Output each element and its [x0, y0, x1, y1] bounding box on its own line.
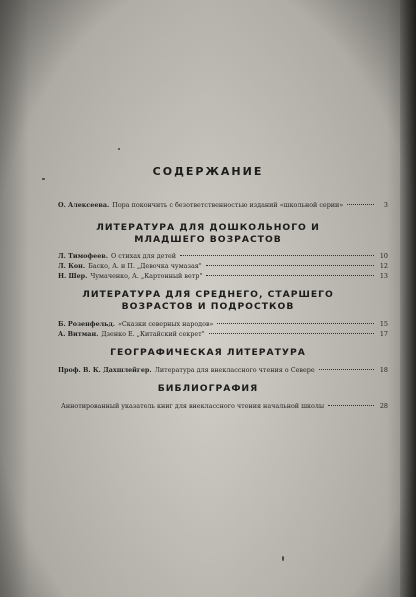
scan-speck: [282, 556, 284, 561]
contents-title: СОДЕРЖАНИЕ: [152, 165, 264, 178]
section-heading-line: БИБЛИОГРАФИЯ: [157, 383, 259, 394]
scan-speck: [118, 148, 120, 150]
entry-author: Б. Розенфельд.: [58, 320, 115, 328]
entry-title: Чумаченко, А. „Картонный ветр": [90, 272, 203, 280]
entry-title: Дзенко Е. „Китайский секрет": [101, 330, 205, 338]
entry-page-number: 28: [379, 402, 388, 410]
section-heading-line: ЛИТЕРАТУРА ДЛЯ СРЕДНЕГО, СТАРШЕГО: [82, 289, 334, 300]
section-heading-line: МЛАДШЕГО ВОЗРАСТОВ: [134, 234, 282, 245]
section-heading-preschool: [0, 222, 416, 246]
toc-entry: [58, 251, 388, 261]
section-heading-line: ВОЗРАСТОВ И ПОДРОСТКОВ: [121, 301, 295, 312]
entry-title: Аннотированный указатель книг для внеклассного чтения начальной школы: [61, 402, 325, 410]
dot-leader: [206, 275, 374, 276]
toc-entry: [58, 271, 388, 281]
section-heading-geography: [0, 347, 416, 359]
dot-leader: [209, 333, 374, 334]
section-heading-line: ГЕОГРАФИЧЕСКАЯ ЛИТЕРАТУРА: [110, 347, 306, 358]
toc-entry: [58, 329, 388, 339]
dot-leader: [217, 323, 374, 324]
entry-page-number: 18: [379, 366, 388, 374]
entry-title: Пора покончить с безответственностью изданий «школьной серии»: [112, 201, 344, 209]
section-heading-line: ЛИТЕРАТУРА ДЛЯ ДОШКОЛЬНОГО И: [96, 222, 320, 233]
scan-speck: [42, 178, 45, 180]
dot-leader: [206, 265, 374, 266]
entry-title: «Сказки северных народов»: [117, 320, 214, 328]
dot-leader: [180, 255, 374, 256]
section-heading-bibliography: [0, 383, 416, 395]
toc-entry: [58, 365, 388, 375]
entry-page-number: 10: [379, 252, 388, 260]
dot-leader: [328, 405, 374, 406]
dot-leader: [347, 204, 374, 205]
entry-author: Проф. В. К. Дахшлейгер.: [58, 366, 152, 374]
toc-entry: [58, 261, 388, 271]
entry-page-number: 3: [383, 201, 388, 209]
entry-page-number: 17: [379, 330, 388, 338]
entry-title: О стихах для детей: [110, 252, 177, 260]
entry-title: Баско, А. и П. „Девочка чумазая": [88, 262, 202, 270]
entry-page-number: 13: [379, 272, 388, 280]
toc-entry: [58, 401, 388, 411]
entry-author: О. Алексеева.: [58, 201, 110, 209]
entry-author: А. Витман.: [58, 330, 99, 338]
entry-author: Л. Тимофеев.: [58, 252, 108, 260]
toc-entry-intro: [58, 200, 388, 210]
entry-page-number: 15: [379, 320, 388, 328]
entry-page-number: 12: [379, 262, 388, 270]
section-heading-middle-senior: [0, 289, 416, 313]
entry-author: Н. Шер.: [58, 272, 88, 280]
dot-leader: [319, 369, 374, 370]
entry-author: Л. Кон.: [58, 262, 86, 270]
entry-title: Литература для внеклассного чтения о Севере: [154, 366, 315, 374]
toc-entry: [58, 319, 388, 329]
